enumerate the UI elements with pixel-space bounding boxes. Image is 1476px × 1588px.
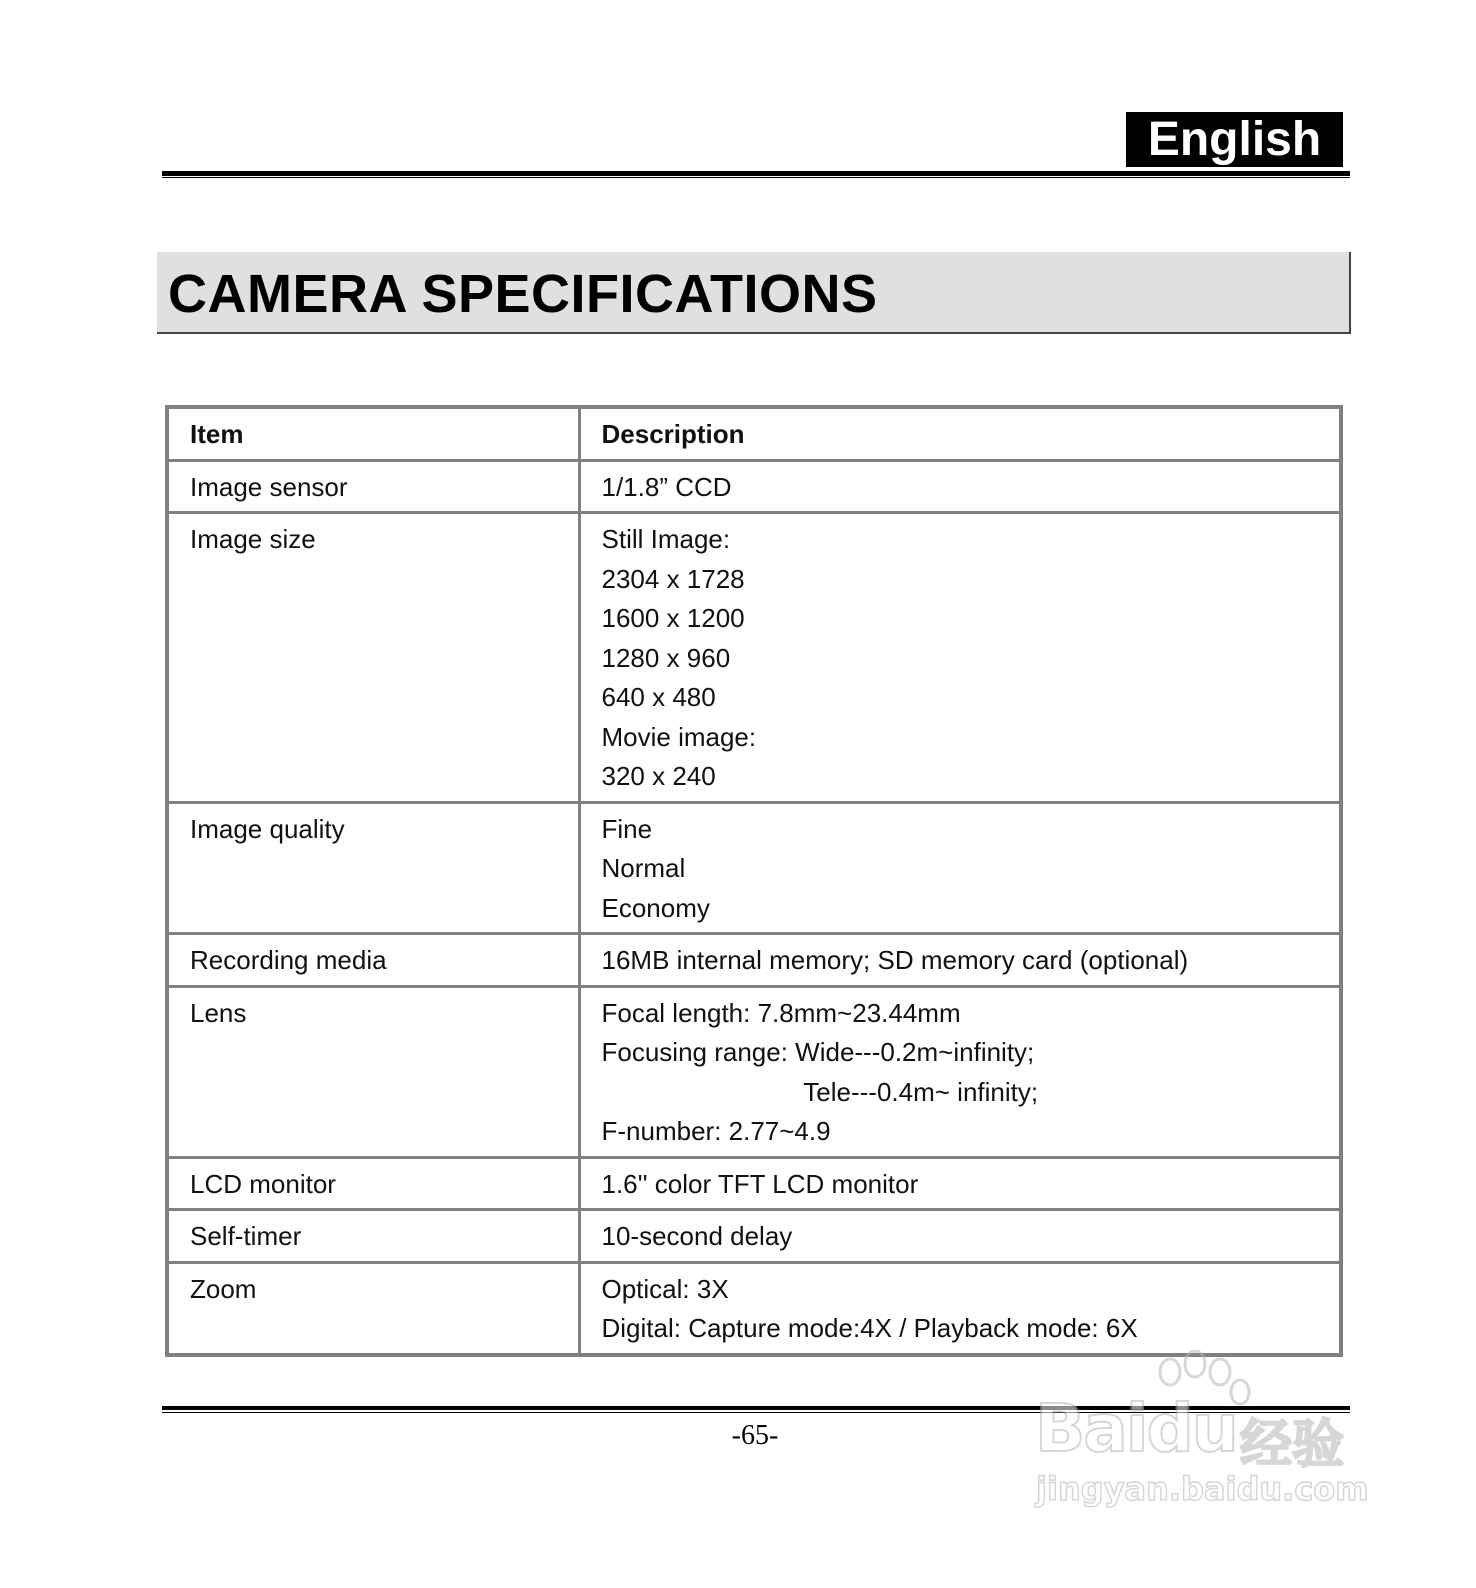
- description-line: Movie image:: [601, 721, 757, 752]
- description-line: Tele---0.4m~ infinity;: [601, 1076, 1039, 1107]
- watermark-brand-cn: 经验: [1240, 1415, 1345, 1475]
- table-row: [167, 986, 1341, 1157]
- table-row: [167, 460, 1341, 513]
- spec-description: [579, 934, 1341, 987]
- description-line: 1.6'' color TFT LCD monitor: [601, 1168, 919, 1199]
- description-line: Optical: 3X: [601, 1273, 729, 1304]
- description-line: F-number: 2.77~4.9: [601, 1116, 831, 1146]
- description-line: Economy: [601, 892, 710, 923]
- spec-description: [579, 1262, 1341, 1355]
- table-header-row: [167, 407, 1341, 460]
- specifications-table: [165, 405, 1343, 1357]
- baidu-watermark: [1030, 1350, 1370, 1510]
- description-line: 2304 x 1728: [601, 563, 745, 594]
- description-line: 320 x 240: [601, 761, 716, 791]
- description-line: Focal length: 7.8mm~23.44mm: [601, 997, 961, 1028]
- page-number: -65-: [731, 1420, 779, 1451]
- section-title-bar: [157, 252, 1351, 334]
- table-body: [167, 460, 1341, 1355]
- spec-item: Image size: [167, 513, 579, 803]
- spec-item: Recording media: [167, 934, 579, 987]
- header-rule: [162, 171, 1350, 176]
- description-line: 1600 x 1200: [601, 603, 745, 633]
- table-row: [167, 1262, 1341, 1355]
- table-row: [167, 1157, 1341, 1210]
- description-line: Digital: Capture mode:4X / Playback mode: 6X: [601, 1313, 1138, 1343]
- spec-item: Zoom: [167, 1262, 579, 1355]
- description-line: Fine: [601, 813, 653, 844]
- table-row: [167, 802, 1341, 934]
- table-row: [167, 513, 1341, 803]
- description-line: 10-second delay: [601, 1221, 793, 1251]
- spec-item: Image sensor: [167, 460, 579, 513]
- spec-description: [579, 1210, 1341, 1263]
- spec-description: [579, 460, 1341, 513]
- language-badge: English: [1126, 112, 1343, 167]
- watermark-url: jingyan.baidu.com: [1036, 1470, 1369, 1508]
- description-line: 1/1.8” CCD: [601, 471, 732, 502]
- table-row: [167, 1210, 1341, 1263]
- spec-item: LCD monitor: [167, 1157, 579, 1210]
- header-rule-thin: [162, 177, 1350, 178]
- header-description: Description: [579, 407, 1341, 460]
- watermark-brand: Baidu: [1035, 1390, 1237, 1467]
- description-line: Still Image:: [601, 524, 731, 554]
- spec-description: [579, 986, 1341, 1157]
- description-line: Focusing range: Wide---0.2m~infinity;: [601, 1037, 1035, 1067]
- spec-description: [579, 513, 1341, 803]
- spec-item: Self-timer: [167, 1210, 579, 1263]
- spec-item: Lens: [167, 986, 579, 1157]
- description-line: Normal: [601, 853, 686, 883]
- page-title: CAMERA SPECIFICATIONS: [168, 264, 878, 324]
- spec-item: Image quality: [167, 802, 579, 934]
- spec-description: [579, 802, 1341, 934]
- header-item: Item: [167, 407, 579, 460]
- spec-description: [579, 1157, 1341, 1210]
- table-row: [167, 934, 1341, 987]
- description-line: 16MB internal memory; SD memory card (optional): [601, 945, 1189, 975]
- description-line: 1280 x 960: [601, 642, 731, 673]
- description-line: 640 x 480: [601, 682, 716, 712]
